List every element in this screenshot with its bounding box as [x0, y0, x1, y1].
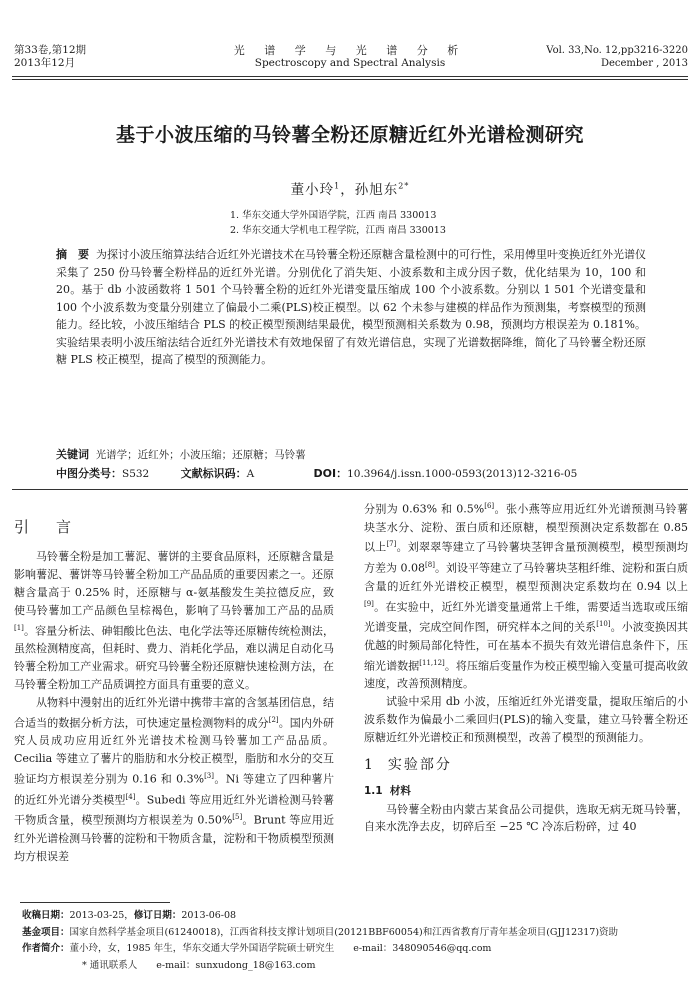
section-heading-intro: 引 言	[14, 518, 78, 536]
citation: [2]	[268, 715, 279, 724]
citation: [7]	[386, 540, 397, 549]
journal-name-en: Spectroscopy and Spectral Analysis	[254, 57, 446, 69]
intro-paragraph-2-cont: 分别为 0.63% 和 0.5%[6]。张小燕等应用近红外光谱预测马铃薯块茎水分、淀粉、蛋白质和还原糖，模型预测决定系数都在 0.85 以上[7]。刘翠翠等建立了马铃薯块茎钾含量预测模型，模型预测均方差为 0.08[8]。刘设平等建立了马铃薯块茎粗纤维、淀粉和蛋白质含量的近红外光谱校正模型，模型预测决定系数均在 0.94 以上[9]。在实验中，近红外光谱变量通常上千维，需要适当选取或压缩光谱变量，完成空间作图，研究样本之间的关系[10]。小波变换因其优越的时频局部化特性，可在基本不损失有效光谱信息条件下，压缩光谱数据[11,12]。将压缩后变量作为校正模型输入变量可提高收敛速度，改善预测精度。	[364, 502, 689, 691]
footnotes	[22, 908, 692, 974]
abstract-label: 摘 要	[56, 248, 89, 261]
intro-paragraph-3: 试验中采用 db 小波，压缩近红外光谱变量，提取压缩后的小波系数作为偏最小二乘回归(PLS)的输入变量，建立马铃薯全粉还原糖近红外光谱校正和预测模型，改善了模型的预测能力。	[364, 695, 688, 744]
abstract-text: 为探讨小波压缩算法结合近红外光谱技术在马铃薯全粉还原糖含量检测中的可行性，采用傅里叶变换近红外光谱仪采集了 250 份马铃薯全粉样品的近红外光谱。分别优化了消失矩、小波系数和主成分因子数，优化结果为 10，100 和 20。基于 db 小波函数将 1 501 个马铃薯全粉的近红外光谱变量压缩成 100 个小波系数。分别以 1 501 个光谱变量和 100 个小波系数为变量分别建立了偏最小二乘(PLS)校正模型。以 62 个未参与建模的样品作为预测集，考察模型的预测能力。经比较，小波压缩结合 PLS 的校正模型预测结果最优，模型预测相关系数为 0.98，预测均方根误差为 0.181%。实验结果表明小波压缩法结合近红外光谱技术有效地保留了有效光谱信息，实现了光谱数据降维，简化了马铃薯全粉还原糖 PLS 校正模型，提高了模型的预测能力。	[56, 248, 646, 366]
clc-number: S532	[122, 467, 150, 480]
affiliation-1: 1. 华东交通大学外国语学院，江西 南昌 330013	[230, 210, 437, 221]
citation: [9]	[364, 599, 374, 608]
citation: [11,12]	[419, 658, 445, 667]
header-issue	[546, 44, 688, 70]
subsection-heading-materials: 1.1 材料	[364, 784, 411, 797]
citation: [1]	[14, 623, 24, 632]
author-line: 董小玲$^1$，孙旭东$^{2*}$	[290, 181, 410, 198]
citation: [6]	[484, 502, 495, 510]
doi-label: DOI：	[313, 466, 348, 480]
footnote-author-bio: 作者简介：董小玲，女，1985 年生，华东交通大学外国语学院硕士研究生 e-mail：348090546@qq.com	[22, 943, 492, 954]
intro-paragraph-1: 马铃薯全粉是加工薯泥、薯饼的主要食品原料，还原糖含量是影响薯泥、薯饼等马铃薯全粉加工产品品质的重要因素之一。还原糖含量高于 0.25% 时，还原糖与 α-氨基酸发生美拉德反应，致使马铃薯加工产品颜色呈棕褐色，影响了马铃薯加工产品的品质[1]。容量分析法、砷钼酸比色法、电化学法等还原糖传统检测法，虽然检测精度高，但耗时、费力、消耗化学品，难以满足自动化马铃薯全粉加工产业需求。研究马铃薯全粉还原糖快速检测方法，在马铃薯全粉加工产品质调控方面具有重要的意义。	[14, 550, 334, 691]
doc-code: A	[246, 467, 255, 480]
citation: [5]	[232, 813, 243, 822]
citation: [3]	[204, 772, 214, 781]
left-column	[14, 548, 334, 866]
header-rule-thin	[12, 79, 688, 80]
volume-en: Vol. 33,No. 12,pp3216-3220	[546, 45, 688, 56]
intro-paragraph-2: 从物料中漫射出的近红外光谱中携带丰富的含氢基团信息，结合适当的数据分析方法，可快速定量检测物料的成分[2]。国内外研究人员成功应用近红外光谱技术检测马铃薯加工产品品质。Cecilia 等建立了薯片的脂肪和水分校正模型，脂肪和水分的交互验证均方根误差分别为 0.16 和 0.3%[3]。Ni 等建立了四种薯片的近红外光谱分类模型[4]。Subedi 等应用近红外光谱检测马铃薯干物质含量，模型预测均方根误差为 0.50%[5]。Brunt 等应用近红外光谱检测马铃薯的淀粉和干物质含量，淀粉和干物质模型预测均方根误差	[14, 695, 335, 863]
author-2: 孙旭东	[354, 182, 399, 198]
citation: [4]	[125, 792, 136, 801]
footnote-rule	[20, 902, 170, 903]
header-volume	[14, 44, 86, 70]
citation: [8]	[425, 561, 435, 570]
keywords-block	[56, 446, 656, 483]
footnote-dates: 收稿日期：2013-03-25，修订日期：2013-06-08	[22, 910, 237, 921]
citation: [10]	[596, 620, 611, 629]
author-1: 董小玲	[290, 182, 335, 198]
doi-value: 10.3964/j.issn.1000-0593(2013)12-3216-05	[347, 467, 578, 480]
author-1-affil: 1	[334, 181, 341, 191]
section-heading-experimental: 1 实验部分	[364, 756, 452, 773]
header-rule	[12, 76, 688, 77]
footnote-correspondence: * 通讯联系人 e-mail：sunxudong_18@163.com	[82, 959, 316, 971]
date-en: December , 2013	[600, 58, 688, 69]
volume-cn: 第33卷,第12期	[14, 44, 87, 56]
date-cn: 2013年12月	[14, 57, 76, 69]
article-title: 基于小波压缩的马铃薯全粉还原糖近红外光谱检测研究	[115, 124, 584, 146]
abstract-divider	[12, 489, 688, 490]
affiliations	[230, 208, 446, 238]
abstract	[56, 246, 646, 369]
clc-label: 中图分类号：	[56, 466, 122, 480]
header-journal	[200, 44, 500, 70]
journal-name-cn: 光 谱 学 与 光 谱 分 析	[233, 44, 467, 57]
footnote-funding: 基金项目：国家自然科学基金项目(61240018)，江西省科技支撑计划项目(20121BBF60054)和江西省教育厅青年基金项目(GJJ12317)资助	[22, 926, 619, 938]
author-2-affil: 2*	[398, 181, 410, 191]
keywords-text: 光谱学；近红外；小波压缩；还原糖；马铃薯	[95, 449, 306, 461]
right-column	[364, 498, 688, 836]
keywords-label: 关键词	[56, 448, 89, 461]
affiliation-2: 2. 华东交通大学机电工程学院，江西 南昌 330013	[230, 225, 446, 236]
doc-code-label: 文献标识码：	[180, 466, 247, 480]
materials-paragraph: 马铃薯全粉由内蒙古某食品公司提供，选取无病无斑马铃薯，自来水洗净去皮，切碎后至 −25 ℃ 冷冻后粉碎，过 40	[364, 802, 688, 834]
